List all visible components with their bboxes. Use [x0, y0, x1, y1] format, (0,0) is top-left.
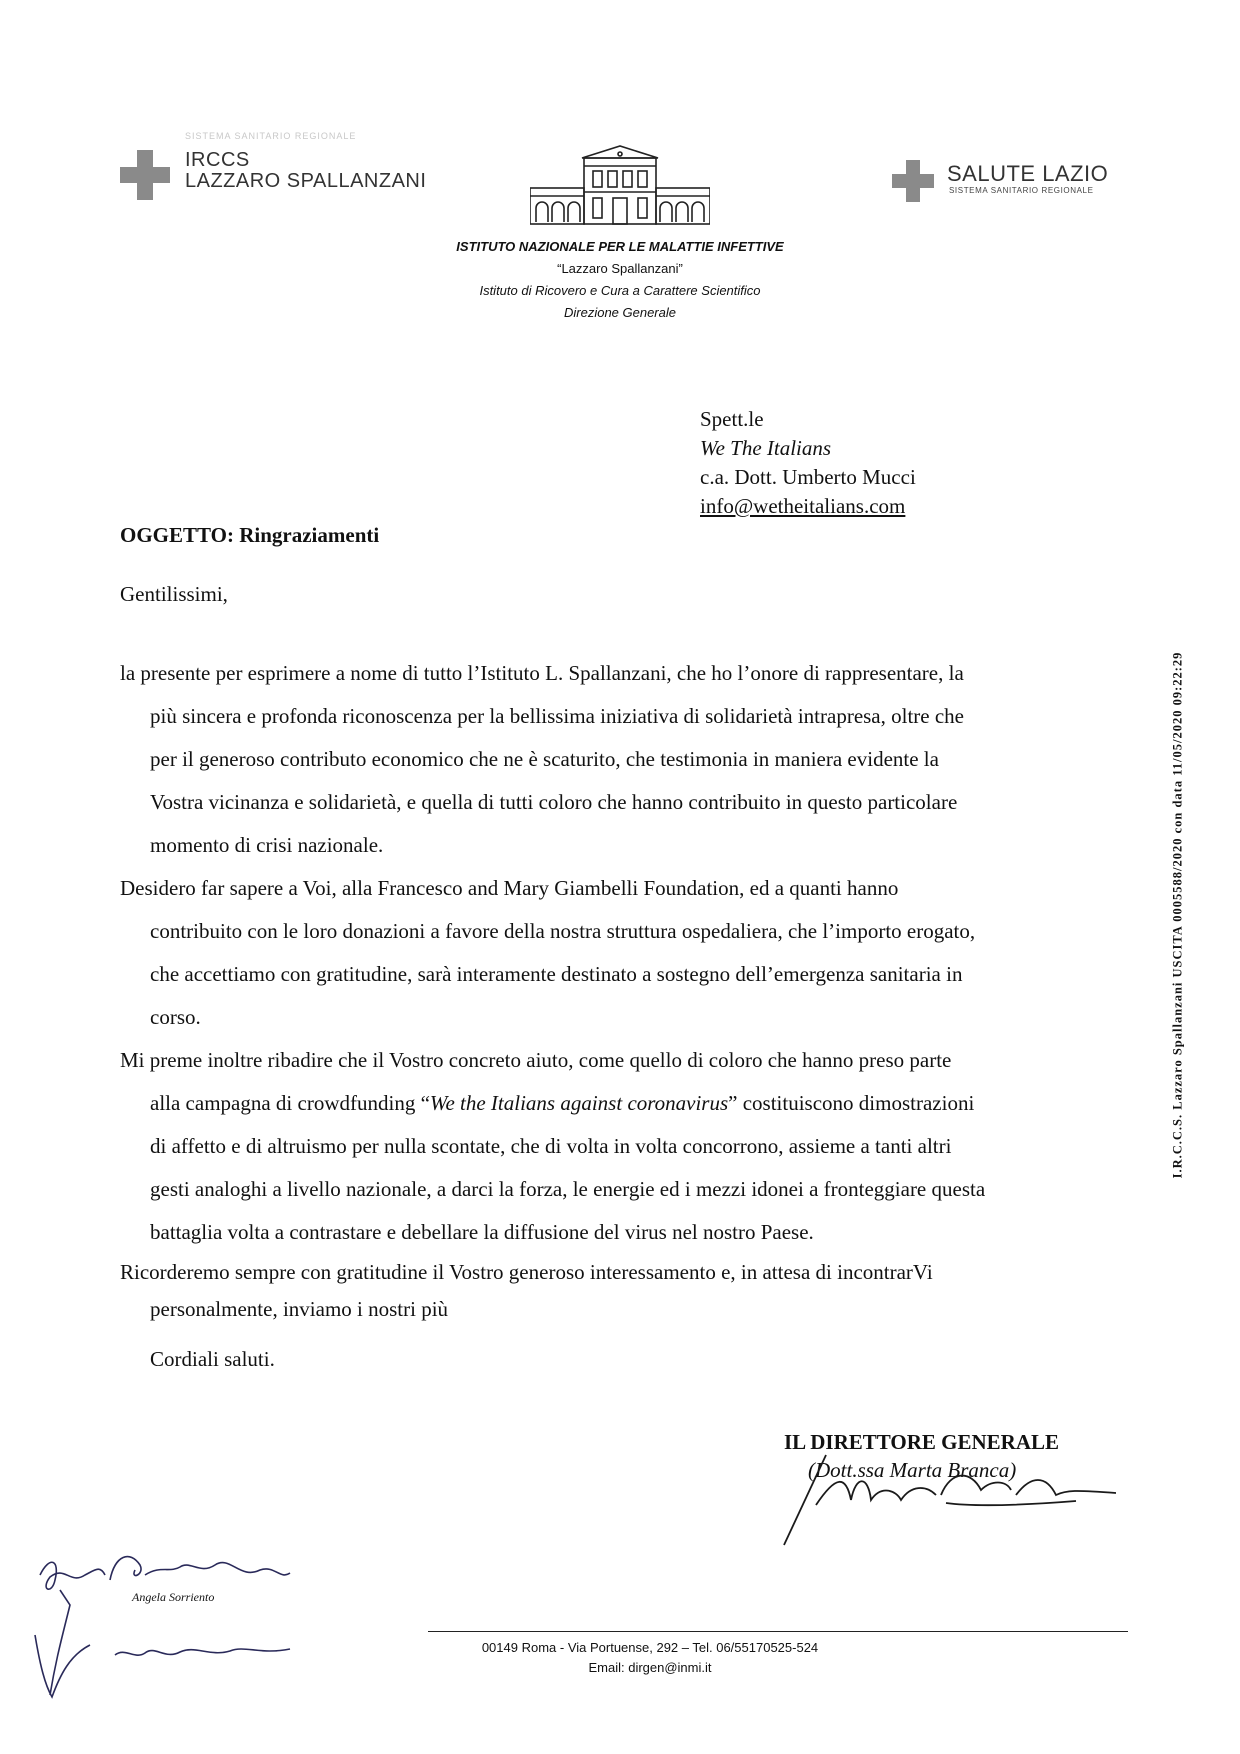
- greeting: Gentilissimi,: [120, 582, 228, 606]
- institute-heading: [0, 236, 1240, 324]
- institute-line4: Direzione Generale: [563, 305, 676, 320]
- recipient-line3: c.a. Dott. Umberto Mucci: [700, 465, 916, 489]
- logo-left-line1: IRCCS: [185, 149, 250, 171]
- institute-line3: Istituto di Ricovero e Cura a Carattere Scientifico: [479, 283, 761, 298]
- handwritten-signature-icon: [776, 1445, 1116, 1555]
- signature-name: (Dott.ssa Marta Branca): [808, 1458, 1017, 1482]
- header: [0, 0, 1240, 320]
- closing: Cordiali saluti.: [150, 1347, 275, 1371]
- annotation-name: Angela Sorriento: [132, 1590, 215, 1604]
- institute-building-icon: [530, 144, 710, 226]
- logo-right-subtitle: SISTEMA SANITARIO REGIONALE: [949, 186, 1094, 195]
- body-line: [120, 1082, 1130, 1125]
- recipient-block: [700, 405, 916, 521]
- body-line: che accettiamo con gratitudine, sarà interamente destinato a sostegno dell’emergenza sanitaria in: [150, 962, 963, 986]
- body-line: Vostra vicinanza e solidarietà, e quella di tutti coloro che hanno contribuito in questo particolare: [150, 790, 958, 814]
- logo-left-title: [185, 150, 426, 192]
- recipient-line1: Spett.le: [700, 407, 764, 431]
- body-text: ” costituiscono dimostrazioni: [728, 1091, 975, 1115]
- body-line: contribuito con le loro donazioni a favore della nostra struttura ospedaliera, che l’importo erogato,: [150, 919, 976, 943]
- body-line: per il generoso contributo economico che ne è scaturito, che testimonia in maniera evidente la: [150, 747, 939, 771]
- handwritten-annotation-icon: [30, 1535, 320, 1700]
- body-paragraph-1: [120, 652, 1130, 867]
- campaign-name: We the Italians against coronavirus: [429, 1091, 729, 1115]
- footer: [400, 1638, 900, 1678]
- body-line: Mi preme inoltre ribadire che il Vostro concreto aiuto, come quello di coloro che hanno preso parte: [120, 1048, 952, 1072]
- recipient-line2: We The Italians: [700, 436, 832, 460]
- body-line: battaglia volta a contrastare e debellare la diffusione del virus nel nostro Paese.: [150, 1220, 814, 1244]
- body-paragraph-3: [120, 1039, 1130, 1254]
- body-line: la presente per esprimere a nome di tutto l’Istituto L. Spallanzani, che ho l’onore di rappresentare, la: [120, 661, 964, 685]
- logo-right-title: SALUTE LAZIO: [947, 161, 1109, 186]
- body-line: momento di crisi nazionale.: [150, 833, 384, 857]
- red-cross-logo-right-icon: [892, 160, 934, 202]
- footer-address: 00149 Roma - Via Portuense, 292 – Tel. 06/55170525-524: [481, 1640, 819, 1655]
- body-line: gesti analoghi a livello nazionale, a darci la forza, le energie ed i mezzi idonei a fronteggiare questa: [150, 1177, 986, 1201]
- logo-left-line2: LAZZARO SPALLANZANI: [185, 170, 427, 192]
- recipient-email-link[interactable]: info@wetheitalians.com: [700, 494, 906, 518]
- institute-line1: ISTITUTO NAZIONALE PER LE MALATTIE INFETTIVE: [456, 239, 784, 254]
- body-paragraph-4: [120, 1254, 1130, 1328]
- body-line: Desidero far sapere a Voi, alla Francesco and Mary Giambelli Foundation, ed a quanti hanno: [120, 876, 899, 900]
- protocol-stamp-text: I.R.C.C.S. Lazzaro Spallanzani USCITA 0005588/2020 con data 11/05/2020 09:22:29: [1170, 651, 1185, 1179]
- body-line: di affetto e di altruismo per nulla scontate, che di volta in volta concorrono, assieme a tanti altri: [150, 1134, 952, 1158]
- body-paragraph-2: [120, 867, 1130, 1039]
- red-cross-logo-left-icon: [120, 150, 170, 200]
- footer-divider: [428, 1631, 1128, 1632]
- signature-title: IL DIRETTORE GENERALE: [784, 1430, 1060, 1454]
- body-line: Ricorderemo sempre con gratitudine il Vostro generoso interessamento e, in attesa di incontrarVi: [120, 1260, 933, 1284]
- body-line: personalmente, inviamo i nostri più: [150, 1297, 449, 1321]
- body-line: corso.: [150, 1005, 201, 1029]
- subject-line: OGGETTO: Ringraziamenti: [120, 523, 380, 547]
- body-line: più sincera e profonda riconoscenza per la bellissima iniziativa di solidarietà intrapresa, oltre che: [150, 704, 965, 728]
- body-text: alla campagna di crowdfunding “: [150, 1091, 430, 1115]
- footer-email: Email: dirgen@inmi.it: [588, 1660, 712, 1675]
- institute-line2: “Lazzaro Spallanzani”: [557, 261, 683, 276]
- protocol-stamp: [1168, 495, 1188, 1335]
- logo-left-small-text: SISTEMA SANITARIO REGIONALE: [185, 131, 357, 141]
